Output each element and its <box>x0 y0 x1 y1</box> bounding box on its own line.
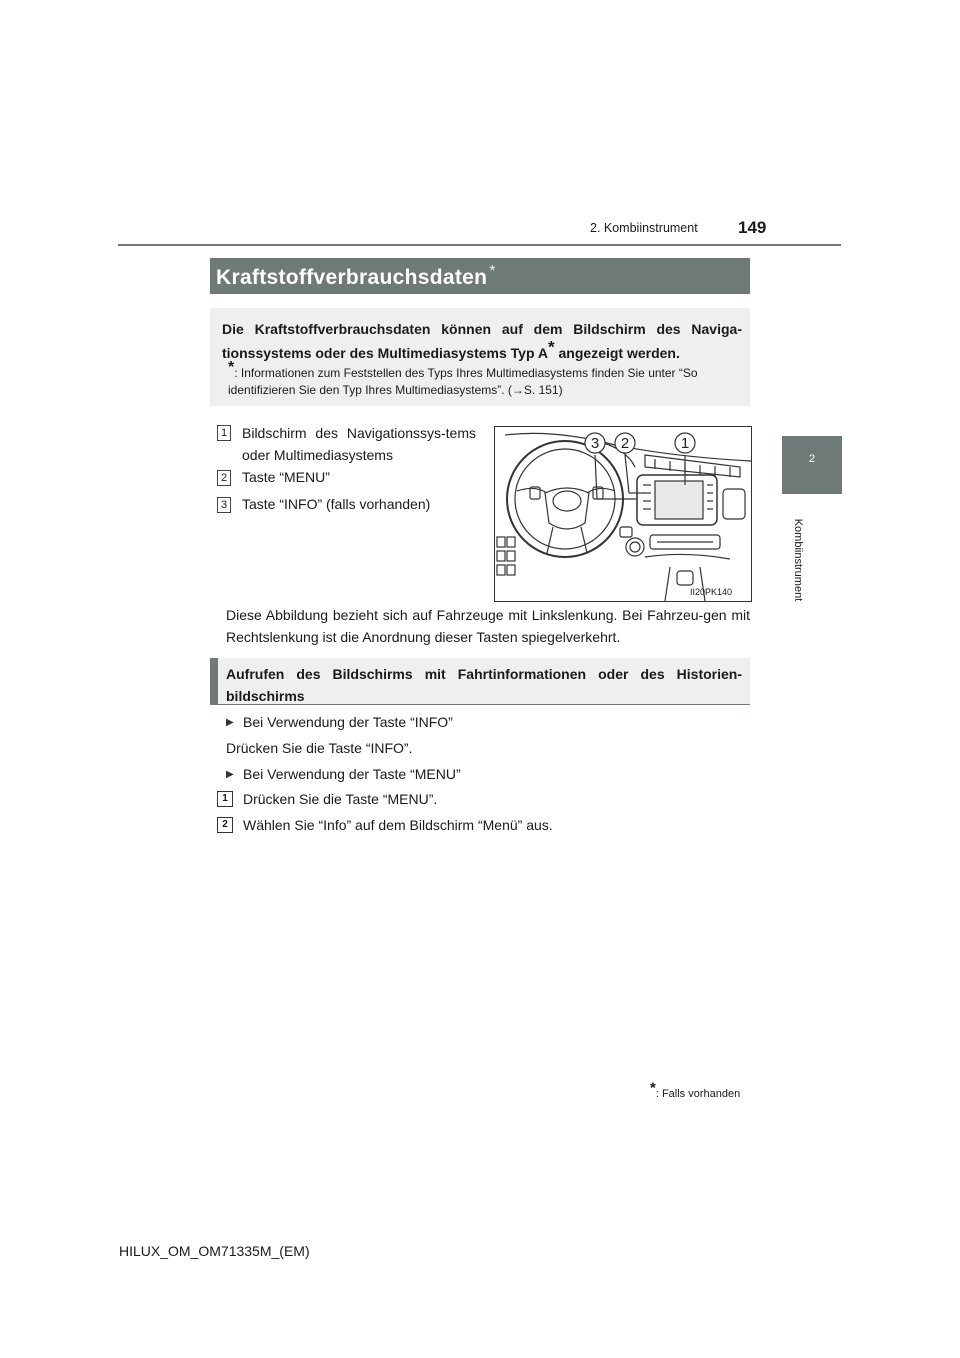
legend-text-1: Bildschirm des Navigationssys-tems oder Multimediasystems <box>242 425 476 463</box>
chapter-title: 2. Kombiinstrument <box>590 221 698 235</box>
section-title-text: Kraftstoffverbrauchsdaten <box>216 266 488 289</box>
step-number-2: 2 <box>217 817 233 833</box>
step-text-2: Wählen Sie “Info” auf dem Bildschirm “Menü” aus. <box>243 817 553 833</box>
step-number-1: 1 <box>217 791 233 807</box>
bullet-info-heading: Bei Verwendung der Taste “INFO” <box>243 714 453 730</box>
legend-number-3: 3 <box>217 497 231 513</box>
intro-text-after: angezeigt werden. <box>554 345 680 361</box>
chapter-side-number: 2 <box>808 453 816 465</box>
intro-asterisk: * <box>548 337 555 357</box>
subsection-title: Aufrufen des Bildschirms mit Fahrtinformationen oder des Historien-bildschirms <box>226 666 742 704</box>
legend-text-3: Taste “INFO” (falls vorhanden) <box>242 496 431 512</box>
figure-code: II20PK140 <box>690 587 733 597</box>
mirror-note-paragraph: Diese Abbildung bezieht sich auf Fahrzeuge mit Linkslenkung. Bei Fahrzeu-gen mit Rechtslenkung ist die Anordnung dieser Tasten spiegelverkehrt. <box>226 607 750 645</box>
title-asterisk: * <box>489 263 496 280</box>
note-asterisk: * <box>228 359 235 376</box>
header-rule <box>118 244 841 246</box>
chapter-side-tab <box>782 436 842 494</box>
footnote <box>650 1079 741 1100</box>
step-text-1: Drücken Sie die Taste “MENU”. <box>243 791 438 807</box>
legend-text-2: Taste “MENU” <box>242 469 330 485</box>
figure-callout-1: 1 <box>680 435 690 452</box>
intro-text-before: Die Kraftstoffverbrauchsdaten können auf dem Bildschirm des Naviga-tionssystems oder des Multimediasystems Typ A <box>222 321 742 361</box>
intro-text <box>222 317 742 365</box>
legend-number-2: 2 <box>217 470 231 486</box>
dashboard-illustration <box>495 427 751 601</box>
triangle-bullet-icon: ▶ <box>226 717 234 728</box>
chapter-side-label: Kombiinstrument <box>792 518 804 602</box>
document-code-footer: HILUX_OM_OM71335M_(EM) <box>119 1243 310 1259</box>
footnote-text: : Falls vorhanden <box>655 1088 741 1100</box>
section-title <box>216 263 496 290</box>
intro-note <box>228 359 744 399</box>
triangle-bullet-icon: ▶ <box>226 769 234 780</box>
footnote-asterisk: * <box>650 1079 656 1097</box>
chapter-side-label-box <box>790 510 804 610</box>
dashboard-figure <box>494 426 752 602</box>
bullet-menu-heading: Bei Verwendung der Taste “MENU” <box>243 766 461 782</box>
subsection-accent-bar <box>210 658 218 705</box>
note-text: : Informationen zum Feststellen des Typs Ihres Multimediasystems finden Sie unter “So identifizieren Sie den Typ Ihres Multimediasystems”. (→S. 151) <box>228 366 698 397</box>
legend-number-1: 1 <box>217 425 231 441</box>
info-instruction: Drücken Sie die Taste “INFO”. <box>226 740 413 756</box>
page-number: 149 <box>738 218 767 237</box>
figure-callout-2: 2 <box>620 435 630 452</box>
figure-callout-3: 3 <box>590 435 600 452</box>
multimedia-screen-icon <box>637 475 717 525</box>
